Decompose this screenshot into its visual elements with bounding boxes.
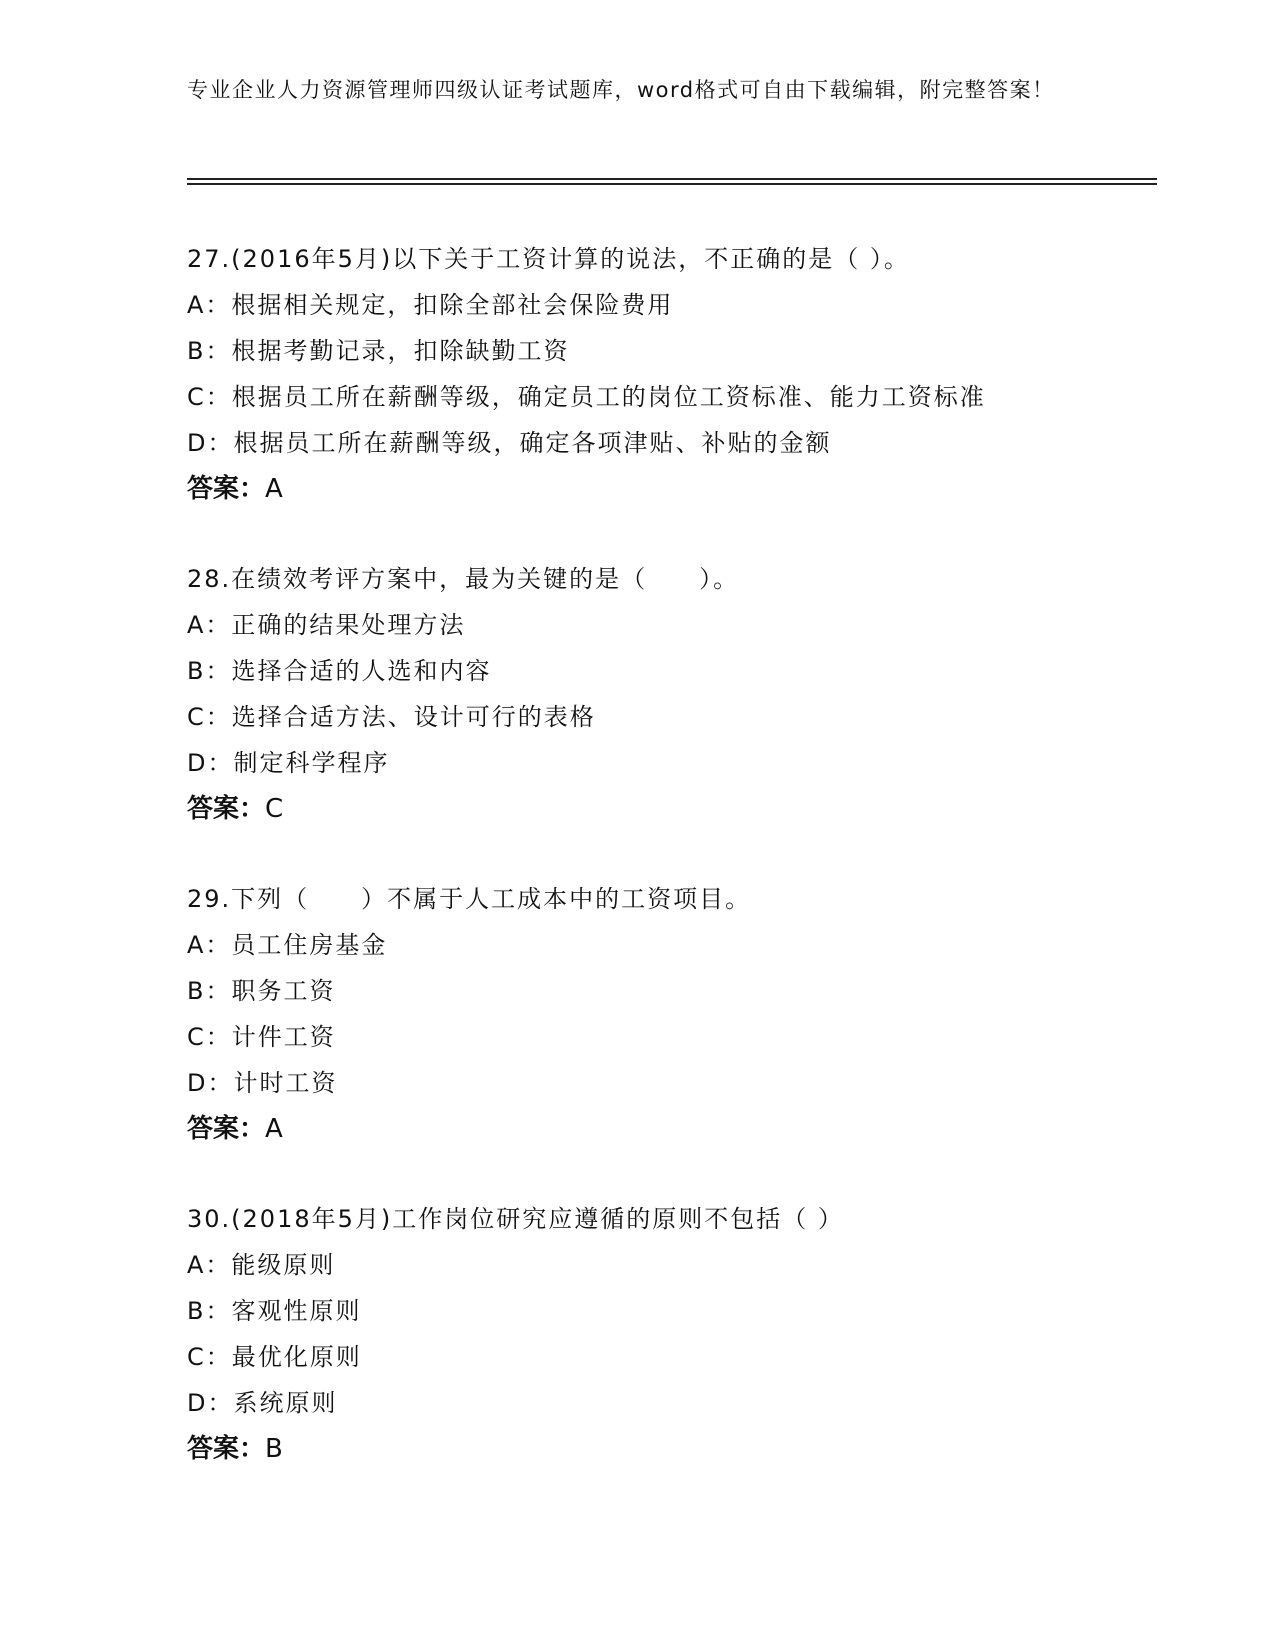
answer-value: A [265,474,283,504]
option-a: A：根据相关规定，扣除全部社会保险费用 [187,291,674,319]
header-divider-top [187,178,1157,180]
answer-value: C [265,794,284,824]
answer-line [187,466,1157,512]
question-30 [187,1196,1157,1516]
option-d: D：制定科学程序 [187,749,390,777]
document-header: 专业企业人力资源管理师四级认证考试题库，word格式可自由下载编辑，附完整答案！ [187,78,1055,102]
question-stem: 29.下列（ ）不属于人工成本中的工资项目。 [187,885,752,913]
question-stem: 28.在绩效考评方案中，最为关键的是（ ）。 [187,565,740,593]
question-27 [187,236,1157,556]
question-list [187,236,1157,1516]
option-c: C：选择合适方法、设计可行的表格 [187,703,596,731]
option-c: C：最优化原则 [187,1343,362,1371]
option-d: D：计时工资 [187,1069,338,1097]
option-a: A：正确的结果处理方法 [187,611,466,639]
option-b: B：选择合适的人选和内容 [187,657,492,685]
header-divider-bottom [187,183,1157,185]
question-stem: 27.(2016年5月)以下关于工资计算的说法，不正确的是（ ）。 [187,245,910,273]
option-a: A：能级原则 [187,1251,336,1279]
question-stem: 30.(2018年5月)工作岗位研究应遵循的原则不包括（ ） [187,1205,844,1233]
option-a: A：员工住房基金 [187,931,388,959]
option-d: D：系统原则 [187,1389,338,1417]
option-c: C：根据员工所在薪酬等级，确定员工的岗位工资标准、能力工资标准 [187,383,986,411]
question-28 [187,556,1157,876]
answer-value: A [265,1114,283,1144]
option-b: B：职务工资 [187,977,336,1005]
answer-label: 答案： [187,1114,266,1144]
answer-label: 答案： [187,1434,266,1464]
answer-label: 答案： [187,474,266,504]
option-b: B：客观性原则 [187,1297,362,1325]
answer-line [187,786,1157,832]
answer-line [187,1106,1157,1152]
option-d: D：根据员工所在薪酬等级，确定各项津贴、补贴的金额 [187,429,832,457]
option-b: B：根据考勤记录，扣除缺勤工资 [187,337,570,365]
answer-label: 答案： [187,794,266,824]
answer-value: B [265,1434,283,1464]
answer-line [187,1426,1157,1472]
question-29 [187,876,1157,1196]
option-c: C：计件工资 [187,1023,336,1051]
